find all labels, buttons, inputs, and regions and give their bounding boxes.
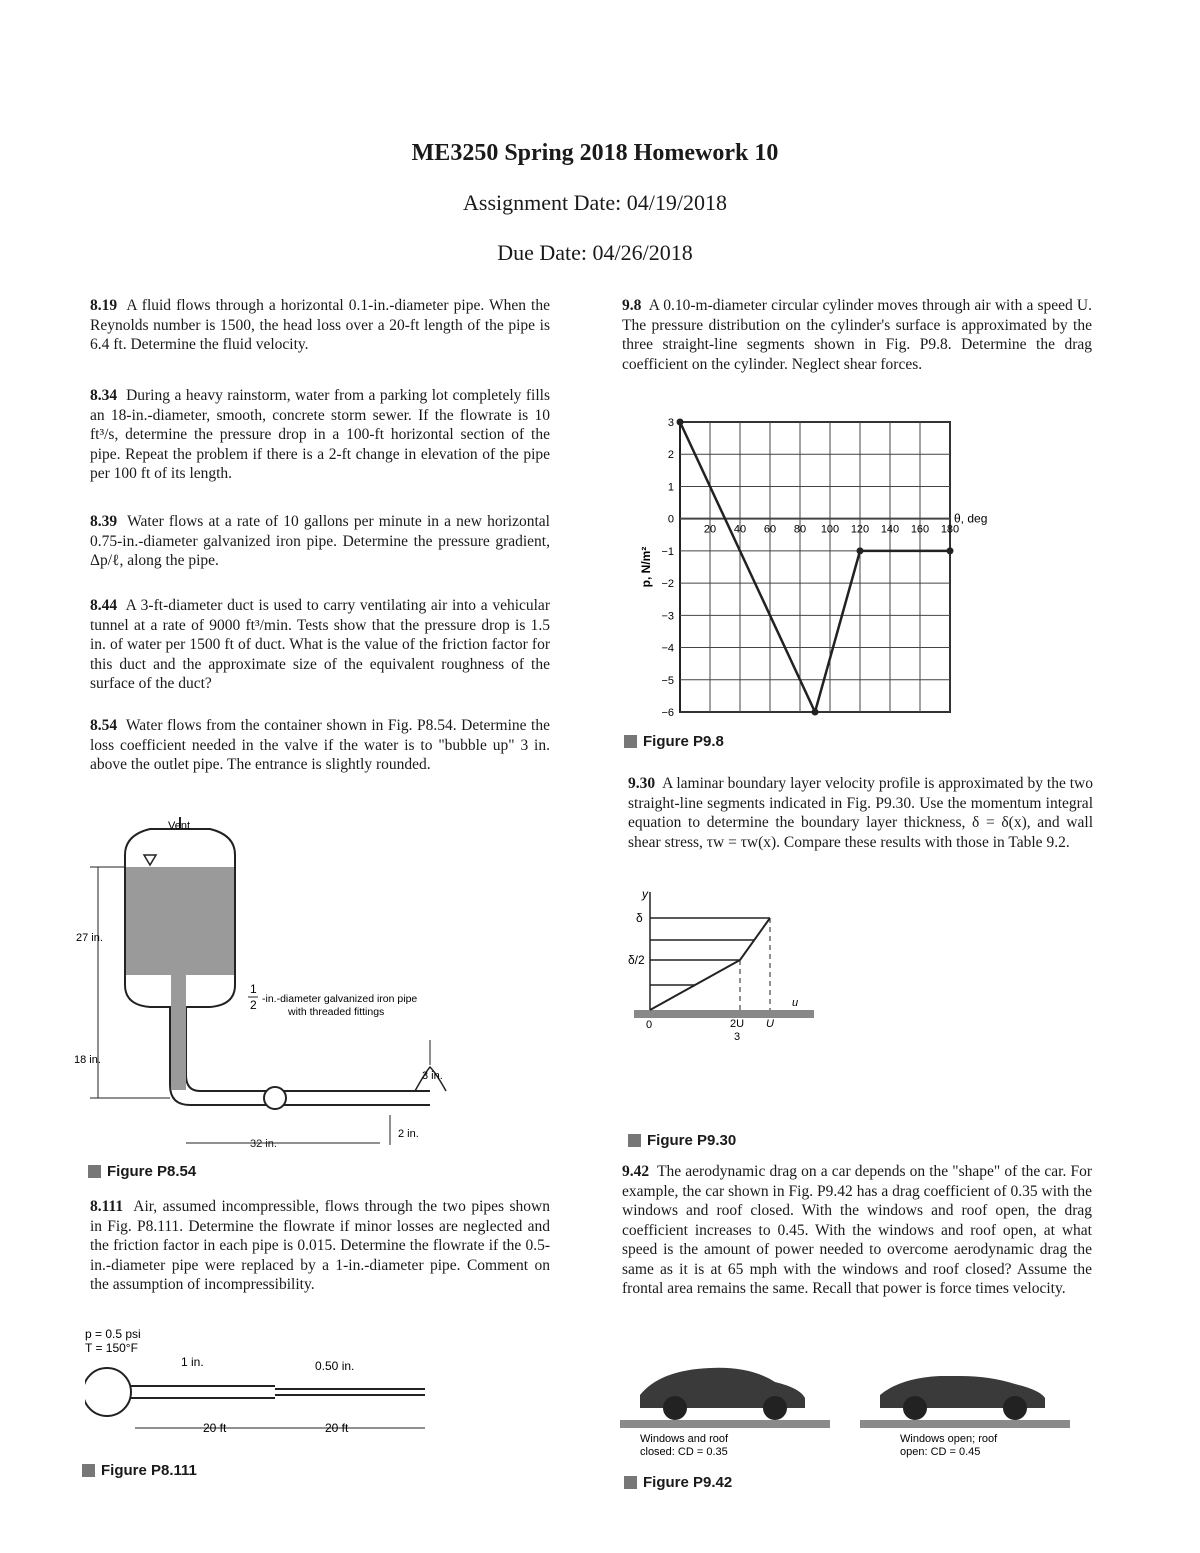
chart-x-label: θ, deg <box>954 511 988 526</box>
chart-point <box>812 709 819 716</box>
chart-y-ticks <box>661 417 674 719</box>
wall-plate <box>634 1010 814 1018</box>
left-caption-2: closed: CD = 0.35 <box>640 1446 728 1458</box>
len1-label: 20 ft <box>203 1421 227 1435</box>
figure-p9-8-chart <box>620 412 1000 722</box>
frac-den: 2 <box>250 998 257 1012</box>
chart-y-tick-label: −4 <box>661 642 674 655</box>
chart-y-tick-label: −3 <box>661 610 674 623</box>
chart-points <box>677 419 954 716</box>
problem-number: 8.19 <box>90 297 118 314</box>
problem-text: The aerodynamic drag on a car depends on the "shape" of the car. For example, the car shown in Fig. P9.42 has a drag coefficient of 0.35 with the windows and roof closed. With the windows and roof open, the drag coefficient increases to 0.45. With the windows and roof open, at what speed is the amount of power needed to overcome aerodynamic drag the same as it is at 65 mph with the windows and roof closed? Assume the frontal area remains the same. Recall that power is force times velocity. <box>622 1163 1092 1297</box>
problem-number: 8.111 <box>90 1198 124 1215</box>
problem-8-19 <box>90 296 550 355</box>
chart-series-line <box>680 422 950 712</box>
chart-y-tick-label: −2 <box>661 578 674 591</box>
caption-text: Figure P9.42 <box>643 1474 733 1491</box>
chart-y-tick-label: 0 <box>667 513 674 526</box>
chart-y-tick-label: −5 <box>661 674 674 687</box>
pressure-label: p = 0.5 psi <box>85 1327 141 1341</box>
problem-text: Water flows from the container shown in Fig. P8.54. Determine the loss coefficient needed in the valve if the water is to "bubble up" 3 in. above the outlet pipe. The entrance is slightly rounded. <box>90 717 550 773</box>
dia2-label: 0.50 in. <box>315 1359 355 1373</box>
right-caption-1: Windows open; roof <box>900 1433 998 1445</box>
problem-8-54 <box>90 716 550 775</box>
chart-grid <box>680 422 950 712</box>
chart-x-tick-label: 20 <box>703 523 717 536</box>
chart-point <box>677 419 684 426</box>
problem-text: Air, assumed incompressible, flows through the two pipes shown in Fig. P8.111. Determine the flowrate if minor losses are neglected and the friction factor in each pipe is 0.015. Determine the flowrate if the 0.5-in.-diameter pipe were replaced by a 1-in.-diameter pipe. Comment on the assumption of incompressibility. <box>90 1198 550 1293</box>
pipe-water <box>171 975 186 1090</box>
figure-p9-42 <box>600 1340 1080 1460</box>
figure-p9-30-caption <box>628 1132 736 1149</box>
pipe-note-line1: -in.-diameter galvanized iron pipe <box>262 993 418 1005</box>
caption-text: Figure P8.111 <box>101 1462 197 1479</box>
wheel-icon <box>903 1396 927 1420</box>
problem-number: 8.54 <box>90 717 118 734</box>
due-date: Due Date: 04/26/2018 <box>497 240 693 265</box>
problem-8-34 <box>90 386 550 484</box>
y-axis-label: y <box>642 887 648 901</box>
water-fill <box>126 867 234 975</box>
water-level-icon <box>144 855 156 865</box>
problem-text: During a heavy rainstorm, water from a parking lot completely fills an 18-in.-diameter, smooth, concrete storm sewer. If the flowrate is 10 ft³/s, determine the pressure drop in a 100-ft horizontal section of the pipe. Repeat the problem if there is a 2-ft change in elevation of the pipe per 100 ft of its length. <box>90 387 551 482</box>
delta-half-label: δ/2 <box>628 953 645 967</box>
chart-x-tick-label: 140 <box>880 523 900 536</box>
wheel-icon <box>763 1396 787 1420</box>
assignment-date: Assignment Date: 04/19/2018 <box>463 190 727 215</box>
problem-text: A laminar boundary layer velocity profile is approximated by the two straight-line segments indicated in Fig. P9.30. Use the momentum integral equation to determine the boundary layer thickness, δ = δ(x), and wall shear stress, τw = τw(x). Compare these results with those in Table 9.2. <box>628 775 1093 851</box>
chart-x-tick-label: 100 <box>820 523 840 536</box>
figure-p9-30 <box>620 880 860 1050</box>
problem-text: A 0.10-m-diameter circular cylinder moves through air with a speed U. The pressure distribution on the cylinder's surface is approximated by the three straight-line segments shown in Fig. P9.8. Determine the drag coefficient on the cylinder. Neglect shear forces. <box>622 297 1092 373</box>
chart-point <box>947 547 954 554</box>
outlet-label: 2 in. <box>398 1128 419 1140</box>
caption-text: Figure P9.30 <box>647 1132 737 1149</box>
caption-marker-icon <box>624 1476 637 1489</box>
problem-9-30 <box>628 774 1093 852</box>
chart-x-tick-label: 60 <box>763 523 777 536</box>
chart-point <box>857 547 864 554</box>
length-label: 32 in. <box>250 1138 277 1150</box>
car-closed <box>620 1368 830 1428</box>
problem-number: 8.39 <box>90 513 118 530</box>
dia1-label: 1 in. <box>181 1355 204 1369</box>
page-title: ME3250 Spring 2018 Homework 10 <box>411 140 779 166</box>
figure-p9-42-caption <box>624 1474 732 1491</box>
chart-y-label: p, N/m² <box>639 546 653 588</box>
car-open <box>860 1376 1070 1428</box>
problem-number: 8.34 <box>90 387 118 404</box>
chart-x-tick-label: 160 <box>910 523 930 536</box>
caption-marker-icon <box>628 1134 641 1147</box>
caption-text: Figure P9.8 <box>643 733 724 750</box>
figure-p9-8-caption <box>624 733 724 750</box>
figure-p8-111-caption <box>82 1462 197 1479</box>
chart-y-tick-label: −1 <box>661 545 674 558</box>
two-u-num: 2U <box>730 1018 745 1030</box>
pipe-height-label: 18 in. <box>74 1054 101 1066</box>
tank-height-label: 27 in. <box>76 932 103 944</box>
chart-y-tick-label: 3 <box>667 417 674 429</box>
vent-label: Vent <box>168 820 191 832</box>
chart-x-ticks <box>704 524 959 536</box>
tank-sphere <box>85 1368 131 1416</box>
problem-text: A fluid flows through a horizontal 0.1-in.-diameter pipe. When the Reynolds number is 1500, the head loss over a 20-ft length of the pipe is 6.4 ft. Determine the fluid velocity. <box>90 297 550 353</box>
wheel-icon <box>1003 1396 1027 1420</box>
velocity-profile <box>650 918 770 1010</box>
problem-number: 8.44 <box>90 597 118 614</box>
chart-x-tick-label: 40 <box>733 523 747 536</box>
chart-frame <box>680 422 950 712</box>
problem-8-39 <box>90 512 550 571</box>
figure-p8-54 <box>70 815 560 975</box>
chart-y-tick-label: 1 <box>667 481 674 494</box>
delta-label: δ <box>636 911 643 925</box>
figure-p8-54-lower <box>70 975 560 1175</box>
frac-num: 1 <box>250 982 257 996</box>
caption-text: Figure P8.54 <box>107 1163 197 1180</box>
u-label: u <box>792 997 799 1009</box>
right-caption-2: open: CD = 0.45 <box>900 1446 981 1458</box>
problem-8-44 <box>90 596 550 694</box>
problem-8-111 <box>90 1197 550 1295</box>
problem-9-42 <box>622 1162 1092 1299</box>
origin-label: 0 <box>646 1019 653 1031</box>
chart-y-tick-label: −6 <box>661 707 674 719</box>
problem-number: 9.42 <box>622 1163 650 1180</box>
figure-p8-111 <box>85 1320 555 1450</box>
figure-p8-54-caption <box>88 1163 196 1180</box>
road <box>860 1420 1070 1428</box>
pipe-note-line2: with threaded fittings <box>288 1006 385 1018</box>
temperature-label: T = 150°F <box>85 1341 138 1355</box>
problem-9-8 <box>622 296 1092 374</box>
chart-y-tick-label: 2 <box>667 449 674 462</box>
caption-marker-icon <box>82 1464 95 1477</box>
chart-x-tick-label: 180 <box>940 523 960 536</box>
chart-x-tick-label: 80 <box>793 523 807 536</box>
problem-text: A 3-ft-diameter duct is used to carry ventilating air into a vehicular tunnel at a rate of 9000 ft³/min. Tests show that the pressure drop is 1.5 in. of water per 1500 ft of duct. What is the value of the friction factor for this duct and the approximate size of the equivalent roughness of the surface of the duct? <box>90 597 550 692</box>
valve-icon <box>264 1087 286 1109</box>
u-cap-label: U <box>766 1018 774 1030</box>
caption-marker-icon <box>624 735 637 748</box>
chart-x-tick-label: 120 <box>850 523 870 536</box>
problem-number: 9.8 <box>622 297 642 314</box>
two-u-den: 3 <box>734 1031 741 1043</box>
left-caption-1: Windows and roof <box>640 1433 729 1445</box>
problem-text: Water flows at a rate of 10 gallons per minute in a new horizontal 0.75-in.-diameter galvanized iron pipe. Determine the pressure gradient, Δp/ℓ, along the pipe. <box>90 513 550 569</box>
len2-label: 20 ft <box>325 1421 349 1435</box>
wheel-icon <box>663 1396 687 1420</box>
caption-marker-icon <box>88 1165 101 1178</box>
bubble-height-label: 3 in. <box>422 1070 443 1082</box>
road <box>620 1420 830 1428</box>
problem-number: 9.30 <box>628 775 656 792</box>
